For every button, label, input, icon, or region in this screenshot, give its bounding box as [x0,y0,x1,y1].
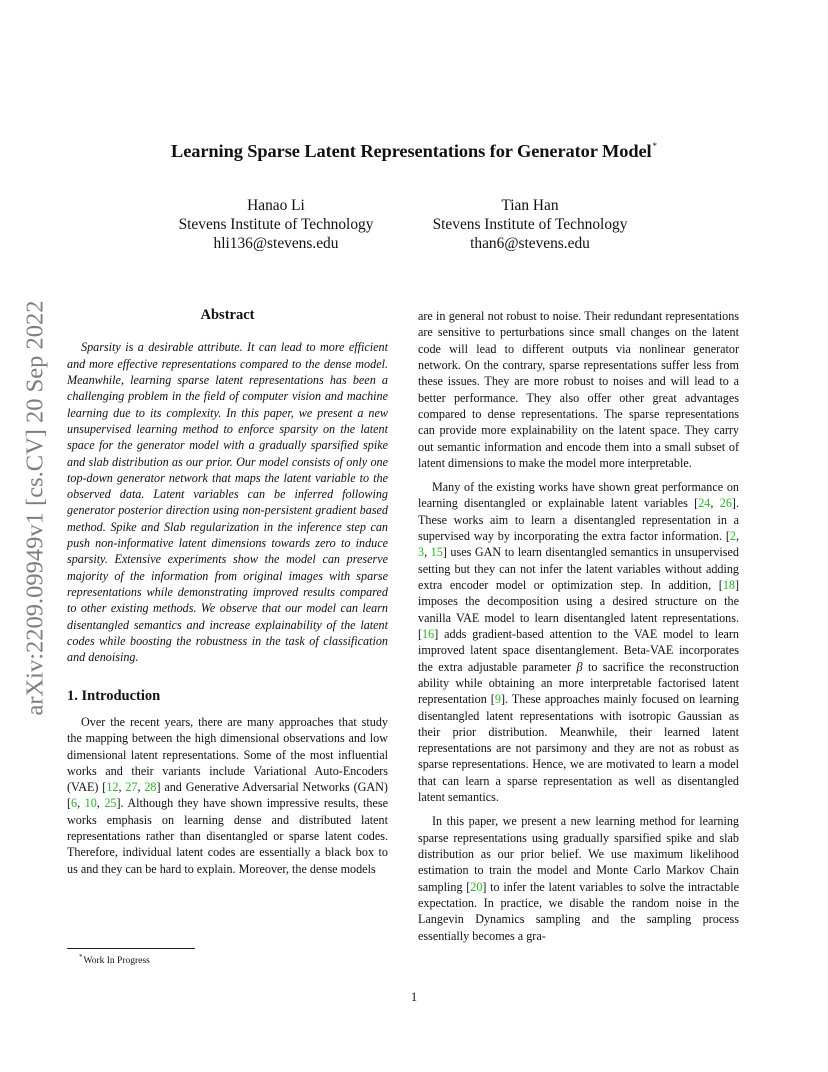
citation-link[interactable]: 27 [125,780,138,795]
body-paragraph: Many of the existing works have shown great performance on learning disentangled or explainable latent variables [24, 26]. These works aim to learn a disentangled representation in a supervised way by incorporating the extra factor information. [2, 3, 15] uses GAN to learn disentangled semantics in unsupervised setting but they can not infer the latent variables without adding extra encoder model or optimization step. In addition, [18] imposes the decomposition using a desired structure on the vanilla VAE model to learn disentangled latent representations. [16] adds gradient-based attention to the VAE model to learn improved latent space disentanglement. Beta-VAE incorporates the extra adjustable parameter β to sacrifice the reconstruction ability while obtaining an more interpretable factorised latent representation [9]. These approaches mainly focused on learning disentangled latent representations with isotropic Gaussian as their prior distribution. Meanwhile, their learned latent representations are not parsimony and they are not as robust as sparse representations. Hence, we are motivated to learn a model that can learn a sparse representation as well as disentangled latent semantics. [418,480,740,805]
body-paragraph: In this paper, we present a new learning method for learning sparse representations using gradually sparsified spike and slab distribution as our prior belief. We use maximum likelihood estimation to train the model and Monte Carlo Markov Chain sampling [20] to infer the latent variables to solve the intractable expectation. In practice, we disable the random noise in the Langevin Dynamics sampling and the sampling process essentially becomes a gra- [418,814,739,943]
left-column [67,307,388,877]
citation-link[interactable]: 24 [698,496,711,511]
arxiv-identifier: arXiv:2209.09949v1 [cs.CV] 20 Sep 2022 [22,300,50,716]
author-block-2 [418,196,642,253]
author-email: hli136@stevens.edu [213,235,339,252]
section-heading-introduction: 1. Introduction [67,687,161,704]
author-affiliation: Stevens Institute of Technology [178,216,374,233]
arxiv-sidebar-stamp [20,286,52,730]
footnote-text: Work In Progress [83,956,150,966]
citation-link[interactable]: 20 [470,879,483,894]
paper-title [0,141,828,162]
right-column [418,308,739,944]
footnote [79,953,150,966]
title-footnote-mark: * [652,141,657,151]
abstract-text: Sparsity is a desirable attribute. It can lead to more efficient and more effective representations compared to the dense model. Meanwhile, learning sparse latent representations has been a challenging problem in the field of computer vision and machine learning due to its complexity. In this paper, we present a new unsupervised learning method to enforce sparsity on the latent space for the generator model with a gradually sparsified spike and slab distribution as our prior. Our model consists of only one top-down generator network that maps the latent variable to the observed data. Latent variables can be inferred following generator posterior direction using non-persistent gradient based method. Spike and Slab regularization in the inference step can push non-informative latent dimensions towards zero to induce sparsity. Extensive experiments show the model can preserve majority of the information from original images with sparse representations while demonstrating improved results compared to other existing methods. We observe that our model can learn disentangled semantics and increase explainability of the latent codes while boosting the robustness in the task of classification and denoising. [67,340,388,665]
author-affiliation: Stevens Institute of Technology [432,216,628,233]
author-name: Tian Han [501,197,559,214]
citation-link[interactable]: 9 [494,692,501,707]
citation-link[interactable]: 25 [104,796,117,811]
footnote-divider [67,948,195,949]
author-email: than6@stevens.edu [470,235,590,252]
abstract-heading: Abstract [200,307,255,323]
citation-link[interactable]: 12 [106,780,119,795]
author-name: Hanao Li [247,197,305,214]
citation-link[interactable]: 15 [430,545,443,560]
page-number: 1 [410,990,418,1004]
citation-link[interactable]: 26 [719,496,732,511]
citation-link[interactable]: 28 [144,780,157,795]
citation-link[interactable]: 18 [722,578,735,592]
citation-link[interactable]: 6 [71,796,78,811]
citation-link[interactable]: 3 [418,545,425,560]
intro-paragraph: Over the recent years, there are many approaches that study the mapping between the high dimensional observations and low dimensional latent representations. Some of the most influential works and their variants include Variational Auto-Encoders (VAE) [12, 27, 28] and Generative Adversarial Networks (GAN) [6, 10, 25]. Although they have shown impressive results, these works emphasis on learning dense and distributed latent representations rather than disentangled or sparse latent codes. Therefore, individual latent codes are essentially a black box to us and they can be hard to explain. Moreover, the dense models [67,714,388,876]
author-block-1 [164,196,388,253]
paper-title-text: Learning Sparse Latent Representations for Generator Model [171,141,652,161]
footnote-mark: * [79,953,83,961]
math-symbol: β [576,659,583,674]
citation-link[interactable]: 10 [84,796,97,811]
citation-link[interactable]: 16 [422,626,435,641]
body-paragraph: are in general not robust to noise. Their redundant representations are sensitive to perturbations since small changes on the latent code will lead to different outputs via nonlinear generator network. On the contrary, sparse representations suffer less from these issues. They are more robust to noises and will lead to a better performance. They also offer other great advantages compared to dense representations. The sparse representations can provide more explainability on the latent space. They carry out semantic information and encode them into a small subset of latent dimensions to make the model more interpretable. [418,309,739,470]
citation-link[interactable]: 2 [729,529,736,544]
